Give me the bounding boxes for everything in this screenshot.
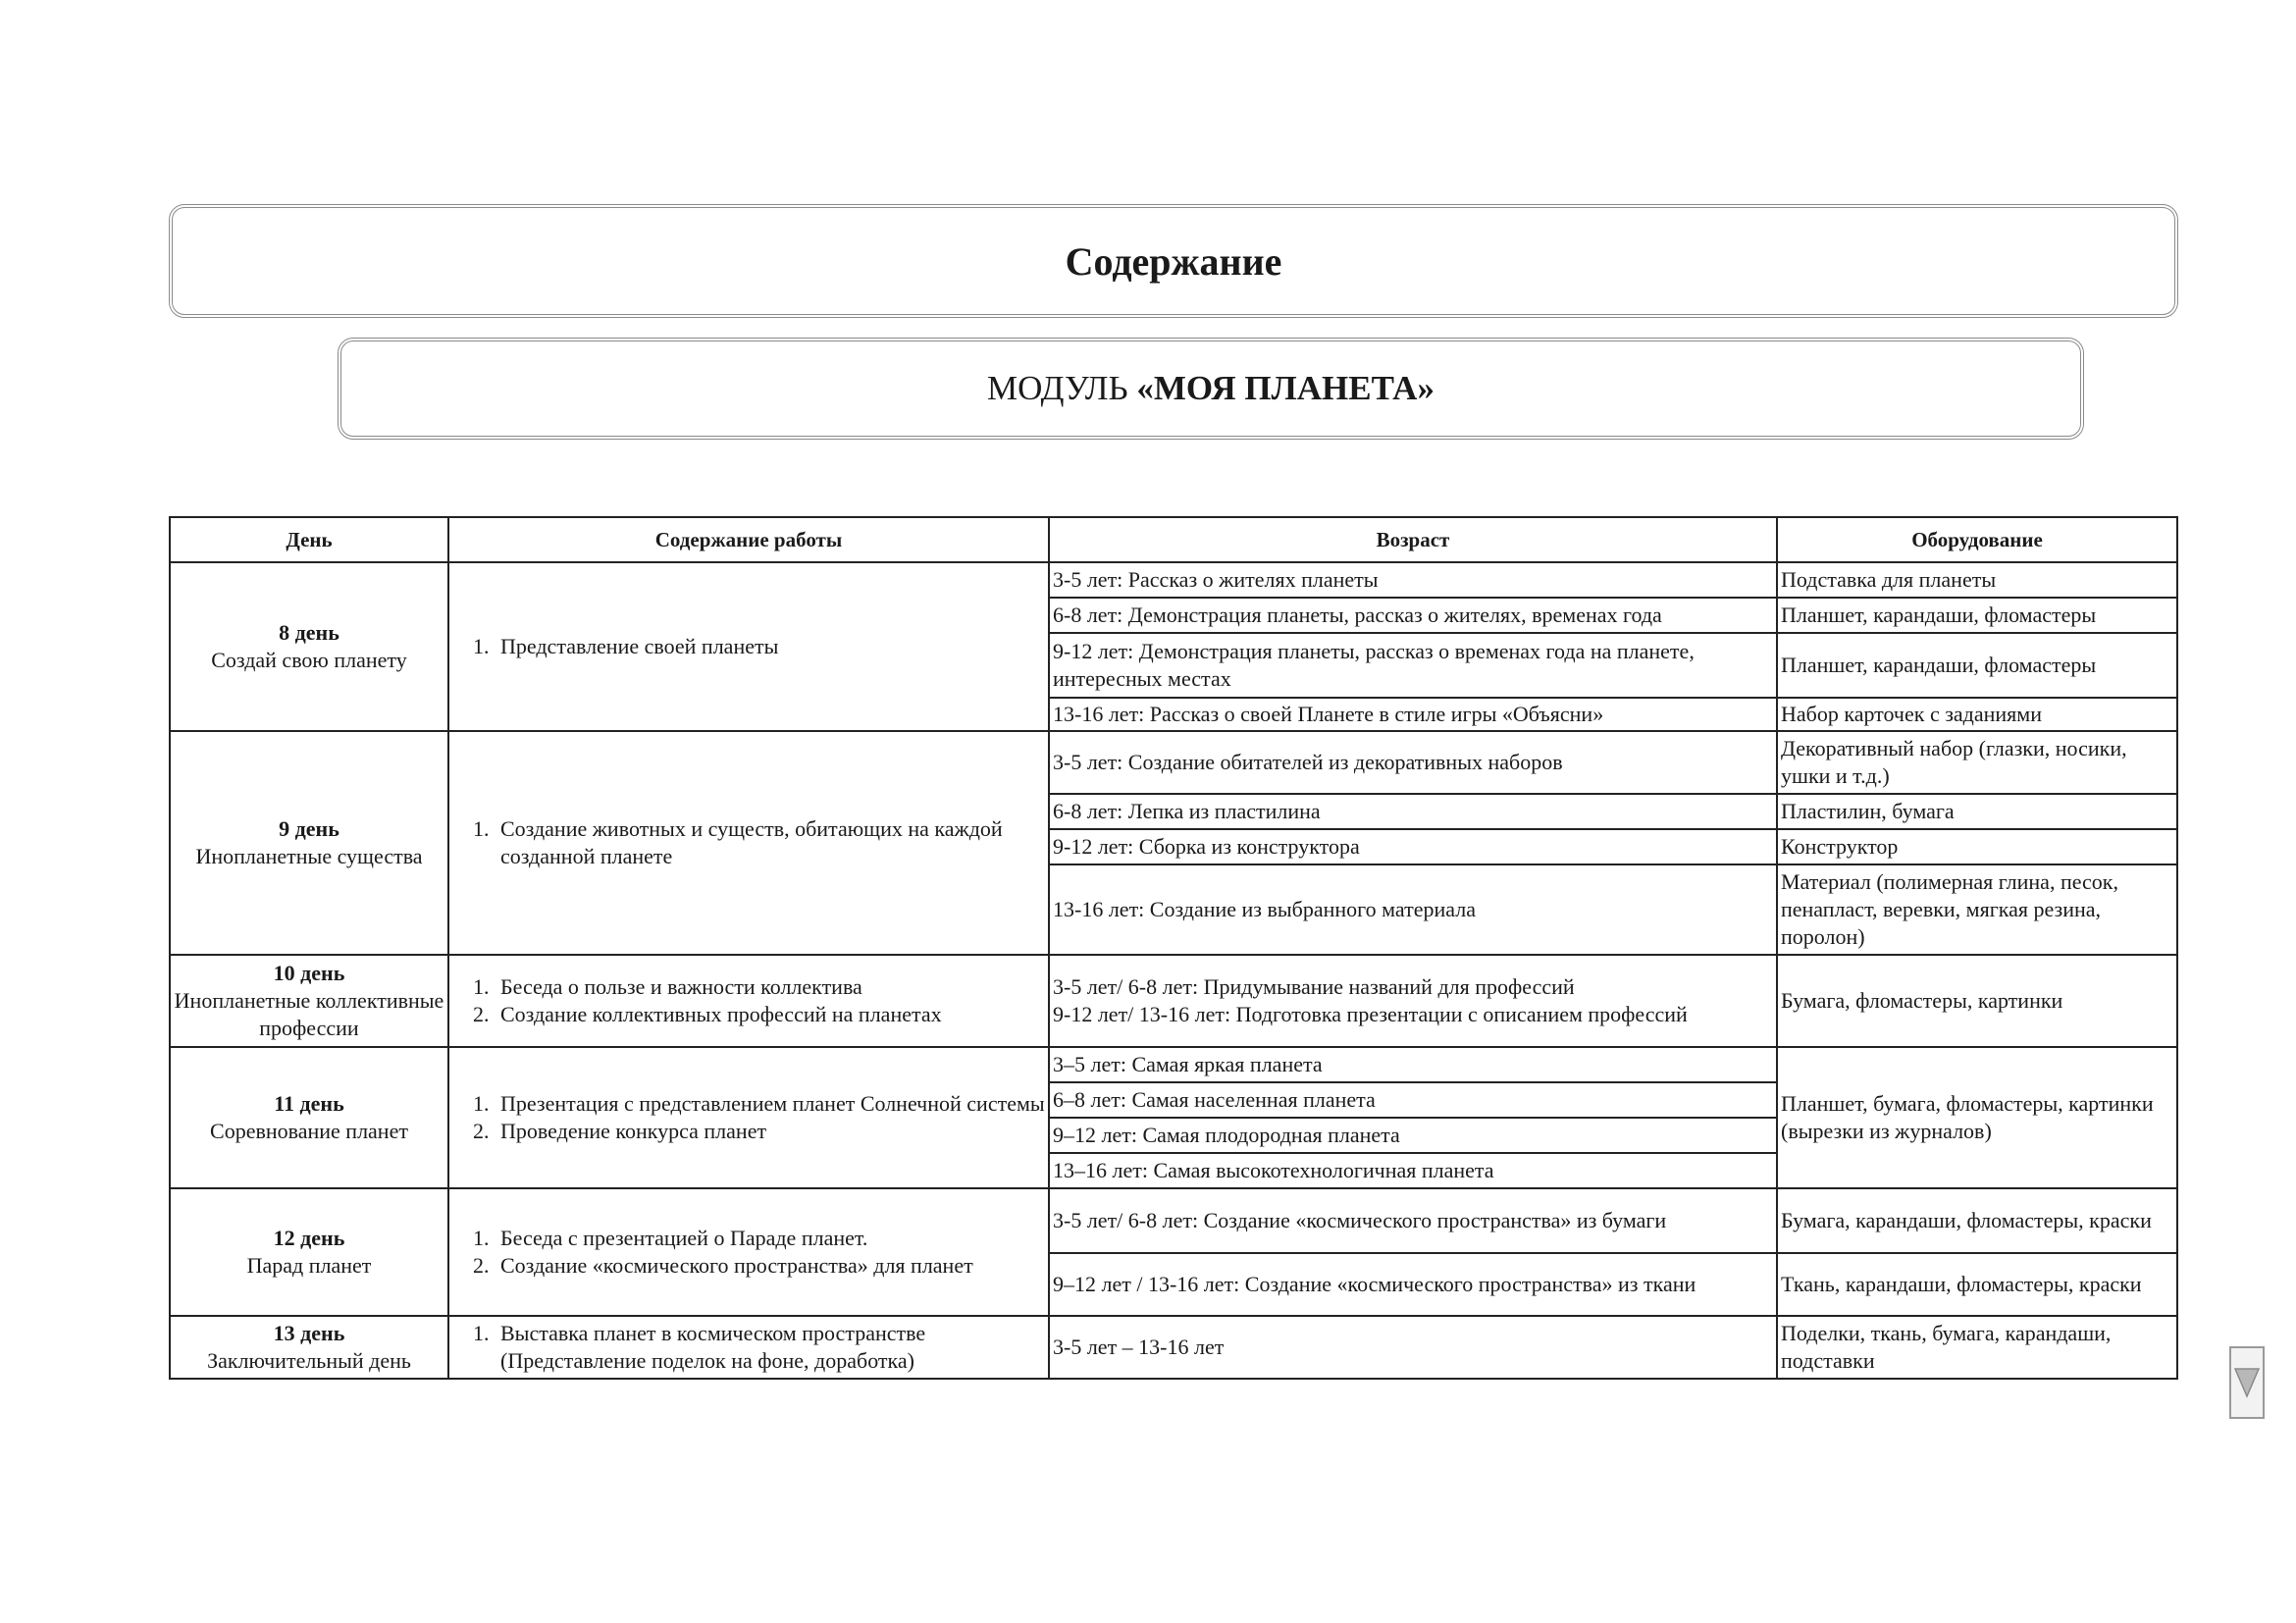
content-item: 2. Создание коллективных профессий на планетах (495, 1001, 1045, 1028)
scroll-down-button[interactable] (2229, 1346, 2265, 1419)
content-cell (448, 562, 1049, 731)
day-cell (170, 1316, 448, 1379)
day-cell (170, 955, 448, 1047)
title-frame (169, 204, 2178, 318)
day-cell (170, 731, 448, 955)
age-cell: 6-8 лет: Лепка из пластилина (1049, 794, 1777, 829)
content-cell (448, 955, 1049, 1047)
day-cell (170, 1047, 448, 1188)
day-number: 13 день (273, 1321, 345, 1345)
day-title: Заключительный день (207, 1348, 411, 1373)
table-row (170, 1316, 2177, 1379)
content-item: 1. Выставка планет в космическом пространстве (Представление поделок на фоне, доработка) (495, 1320, 1045, 1375)
equipment-cell: Бумага, карандаши, фломастеры, краски (1777, 1188, 2177, 1253)
age-cell: 3–5 лет: Самая яркая планета (1049, 1047, 1777, 1082)
age-cell: 9–12 лет: Самая плодородная планета (1049, 1118, 1777, 1153)
schedule-table (169, 516, 2178, 1380)
content-item: 2. Создание «космического пространства» для планет (495, 1252, 1045, 1280)
content-item: 1. Беседа о пользе и важности коллектива (495, 973, 1045, 1001)
day-title: Парад планет (246, 1253, 372, 1278)
content-item: 1. Презентация с представлением планет Солнечной системы (495, 1090, 1045, 1118)
table-row (170, 1047, 2177, 1082)
content-cell (448, 1316, 1049, 1379)
arrow-down-icon (2233, 1363, 2261, 1402)
equipment-cell: Ткань, карандаши, фломастеры, краски (1777, 1253, 2177, 1316)
table-row (170, 955, 2177, 1047)
age-cell: 3-5 лет: Создание обитателей из декоративных наборов (1049, 731, 1777, 794)
day-number: 12 день (273, 1226, 345, 1250)
table-row (170, 1188, 2177, 1253)
age-line: 9-12 лет/ 13-16 лет: Подготовка презентации с описанием профессий (1053, 1002, 1688, 1026)
age-cell: 13-16 лет: Рассказ о своей Планете в стиле игры «Объясни» (1049, 698, 1777, 731)
column-header-day: День (170, 517, 448, 562)
equipment-cell: Бумага, фломастеры, картинки (1777, 955, 2177, 1047)
day-number: 11 день (274, 1091, 344, 1116)
age-cell: 3-5 лет/ 6-8 лет: Создание «космического пространства» из бумаги (1049, 1188, 1777, 1253)
content-item: 1. Беседа с презентацией о Параде планет. (495, 1225, 1045, 1252)
age-cell: 13–16 лет: Самая высокотехнологичная планета (1049, 1153, 1777, 1188)
equipment-cell: Набор карточек с заданиями (1777, 698, 2177, 731)
equipment-cell: Декоративный набор (глазки, носики, ушки и т.д.) (1777, 731, 2177, 794)
equipment-cell: Конструктор (1777, 829, 2177, 864)
equipment-cell: Пластилин, бумага (1777, 794, 2177, 829)
age-cell: 9–12 лет / 13-16 лет: Создание «космического пространства» из ткани (1049, 1253, 1777, 1316)
column-header-equipment: Оборудование (1777, 517, 2177, 562)
equipment-cell: Планшет, бумага, фломастеры, картинки (вырезки из журналов) (1777, 1047, 2177, 1188)
module-prefix: МОДУЛЬ (987, 369, 1137, 407)
equipment-cell: Материал (полимерная глина, песок, пенапласт, веревки, мягкая резина, поролон) (1777, 864, 2177, 955)
module-name: «МОЯ ПЛАНЕТА» (1136, 369, 1435, 407)
age-cell: 9-12 лет: Сборка из конструктора (1049, 829, 1777, 864)
age-cell: 9-12 лет: Демонстрация планеты, рассказ о временах года на планете, интересных местах (1049, 633, 1777, 698)
equipment-cell: Планшет, карандаши, фломастеры (1777, 598, 2177, 633)
content-cell (448, 1047, 1049, 1188)
day-title: Соревнование планет (210, 1119, 408, 1143)
column-header-content: Содержание работы (448, 517, 1049, 562)
day-number: 10 день (273, 961, 345, 985)
table-header-row (170, 517, 2177, 562)
content-cell (448, 731, 1049, 955)
age-cell: 3-5 лет: Рассказ о жителях планеты (1049, 562, 1777, 598)
content-cell (448, 1188, 1049, 1316)
equipment-cell: Поделки, ткань, бумага, карандаши, подставки (1777, 1316, 2177, 1379)
age-cell: 13-16 лет: Создание из выбранного материала (1049, 864, 1777, 955)
module-title (987, 369, 1435, 408)
age-cell: 3-5 лет – 13-16 лет (1049, 1316, 1777, 1379)
day-number: 8 день (279, 620, 339, 645)
age-cell: 6-8 лет: Демонстрация планеты, рассказ о жителях, временах года (1049, 598, 1777, 633)
table-row (170, 562, 2177, 598)
content-item: 2. Проведение конкурса планет (495, 1118, 1045, 1145)
day-cell (170, 1188, 448, 1316)
age-cell (1049, 955, 1777, 1047)
equipment-cell: Подставка для планеты (1777, 562, 2177, 598)
module-frame (338, 338, 2084, 440)
age-line: 3-5 лет/ 6-8 лет: Придумывание названий для профессий (1053, 974, 1575, 999)
day-number: 9 день (279, 816, 339, 841)
day-cell (170, 562, 448, 731)
column-header-age: Возраст (1049, 517, 1777, 562)
content-item: 1. Представление своей планеты (495, 633, 1045, 660)
page-title: Содержание (1065, 238, 1282, 284)
table-row (170, 731, 2177, 794)
content-item: 1. Создание животных и существ, обитающих на каждой созданной планете (495, 815, 1045, 870)
day-title: Инопланетные коллективные профессии (174, 988, 444, 1040)
day-title: Инопланетные существа (195, 844, 423, 868)
age-cell: 6–8 лет: Самая населенная планета (1049, 1082, 1777, 1118)
day-title: Создай свою планету (211, 648, 407, 672)
equipment-cell: Планшет, карандаши, фломастеры (1777, 633, 2177, 698)
